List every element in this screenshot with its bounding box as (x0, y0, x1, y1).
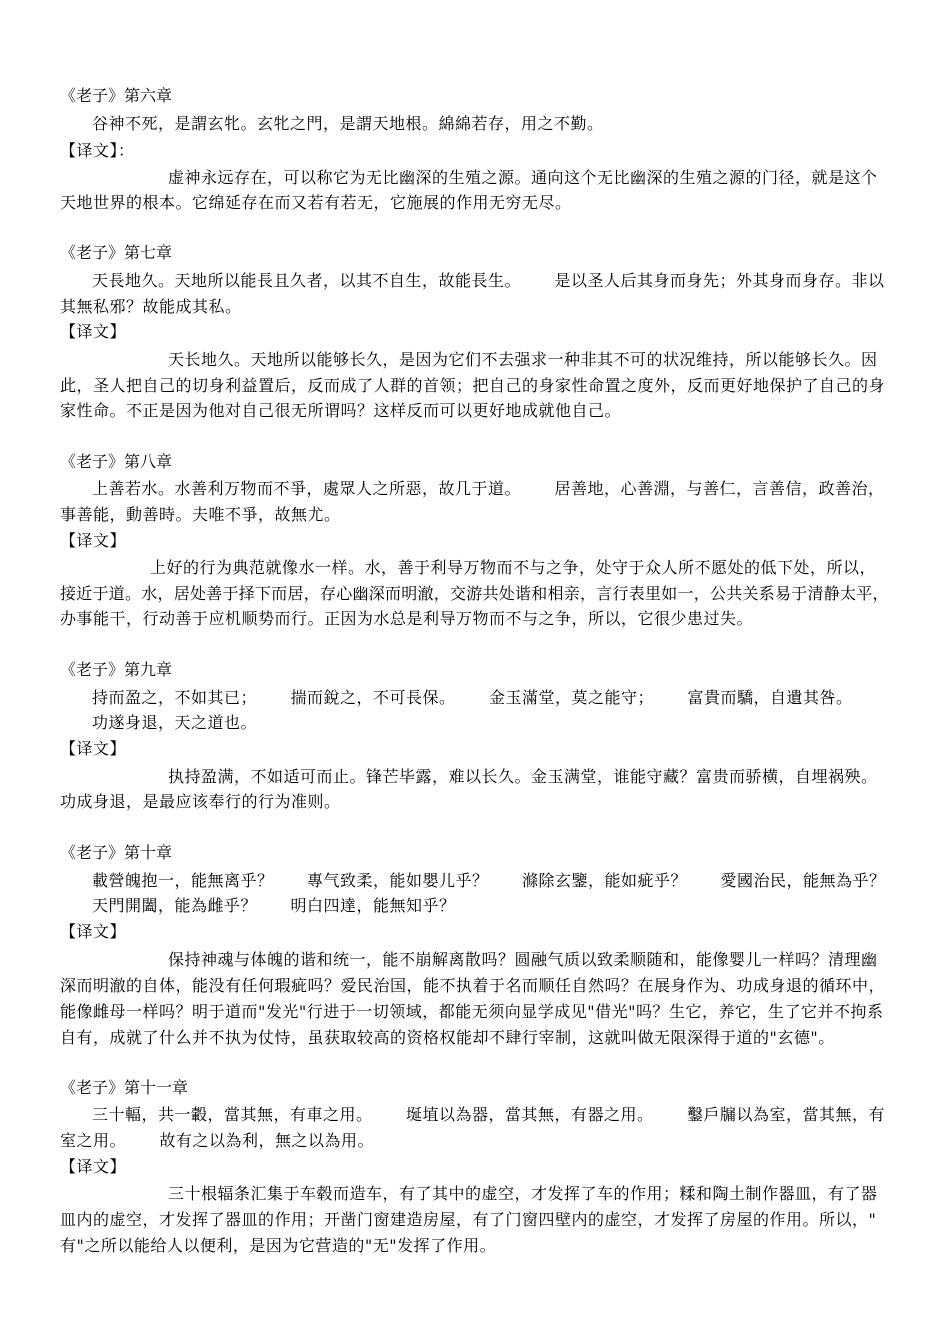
translation-line: 自有，成就了什么并不执为仗恃，虽获取较高的资格权能却不肆行宰制，这就叫做无限深得于道的"玄德"。 (60, 1028, 835, 1047)
translation-line: 有"之所以能给人以便利，是因为它营造的"无"发挥了作用。 (60, 1236, 497, 1255)
chapter-heading: 《老子》第七章 (60, 243, 173, 262)
translation-line: 此，圣人把自己的切身利益置后，反而成了人群的首领；把自己的身家性命置之度外，反而更好地保护了自己的身 (60, 376, 886, 395)
translation-line: 天长地久。天地所以能够长久，是因为它们不去强求一种非其不可的状况维持，所以能够长久。因 (168, 350, 878, 369)
chapter-heading: 《老子》第九章 (60, 660, 173, 679)
translation-line: 接近于道。水，居处善于择下而居，存心幽深而明澈，交游共处谐和相亲，言行表里如一，公共关系易于清静太平， (60, 584, 889, 603)
translation-label: 【译文】： (60, 141, 135, 160)
translation-line: 深而明澈的自体，能没有任何瑕疵吗？爱民治国，能不执着于名而顺任自然吗？在展身作为、功成身退的循环中， (60, 976, 886, 995)
translation-label: 【译文】 (60, 922, 127, 941)
translation-line: 执持盈满，不如适可而止。锋芒毕露，难以长久。金玉满堂，谁能守藏？富贵而骄横，自埋祸殃。 (168, 767, 878, 786)
translation-line: 办事能干，行动善于应机顺势而行。正因为水总是利导万物而不与之争，所以，它很少患过失。 (60, 609, 754, 628)
chapter-heading: 《老子》第六章 (60, 86, 173, 105)
translation-label: 【译文】 (60, 322, 127, 341)
translation-line: 三十根辐条汇集于车毂而造车，有了其中的虚空，才发挥了车的作用；糅和陶土制作器皿，有了器 (168, 1184, 878, 1203)
original-text-line: 三十輻，共一轂，當其無，有車之用。 埏埴以為器，當其無，有器之用。 鑿戶牖以為室，當其無，有 (92, 1105, 886, 1124)
chapter-heading: 《老子》第十一章 (60, 1078, 189, 1097)
translation-line: 能像雌母一样吗？明于道而"发光"行进于一切领域，都能无须向显学成见"借光"吗？生它，养它，生了它并不拘系 (60, 1002, 884, 1021)
original-text-line: 谷神不死，是謂玄牝。玄牝之門，是謂天地根。綿綿若存，用之不勤。 (92, 114, 604, 133)
original-text-line: 室之用。 故有之以為利，無之以為用。 (60, 1131, 375, 1150)
original-text-line: 載營魄抱一，能無离乎？ 專气致柔，能如嬰儿乎？ 滌除玄鑒，能如疵乎？ 愛國治民，能無為乎？ (92, 871, 886, 890)
translation-line: 虚神永远存在，可以称它为无比幽深的生殖之源。通向这个无比幽深的生殖之源的门径，就是这个 (168, 168, 878, 187)
translation-label: 【译文】 (60, 531, 127, 550)
chapter-heading: 《老子》第八章 (60, 452, 173, 471)
original-text-line: 天長地久。天地所以能長且久者，以其不自生，故能長生。 是以圣人后其身而身先；外其身而身存。非以 (92, 271, 885, 290)
original-text-line: 其無私邪？故能成其私。 (60, 297, 242, 316)
original-text-line: 持而盈之，不如其已； 揣而銳之，不可長保。 金玉滿堂，莫之能守； 富貴而驕，自遺其咎。 (92, 688, 853, 707)
translation-line: 功成身退，是最应该奉行的行为准则。 (60, 792, 341, 811)
original-text-line: 天門開闔，能為雌乎？ 明白四達，能無知乎？ (92, 896, 456, 915)
translation-line: 保持神魂与体魄的谐和统一，能不崩解离散吗？圆融气质以致柔顺随和，能像婴儿一样吗？清理幽 (168, 950, 878, 969)
translation-label: 【译文】 (60, 739, 127, 758)
chapter-heading: 《老子》第十章 (60, 843, 173, 862)
translation-line: 上好的行为典范就像水一样。水，善于利导万物而不与之争，处守于众人所不愿处的低下处，所以， (150, 558, 877, 577)
translation-line: 家性命。不正是因为他对自己很无所谓吗？这样反而可以更好地成就他自己。 (60, 401, 622, 420)
translation-line: 天地世界的根本。它绵延存在而又若有若无，它施展的作用无穷无尽。 (60, 193, 572, 212)
translation-label: 【译文】 (60, 1157, 127, 1176)
translation-line: 皿内的虚空，才发挥了器皿的作用；开凿门窗建造房屋，有了门窗四壁内的虚空，才发挥了房屋的作用。所以，" (60, 1210, 877, 1229)
original-text-line: 上善若水。水善利万物而不爭，處眾人之所惡，故几于道。 居善地，心善淵，与善仁，言善信，政善治， (92, 479, 885, 498)
original-text-line: 事善能，動善時。夫唯不爭，故無尤。 (60, 505, 341, 524)
original-text-line: 功遂身退，天之道也。 (92, 713, 258, 732)
